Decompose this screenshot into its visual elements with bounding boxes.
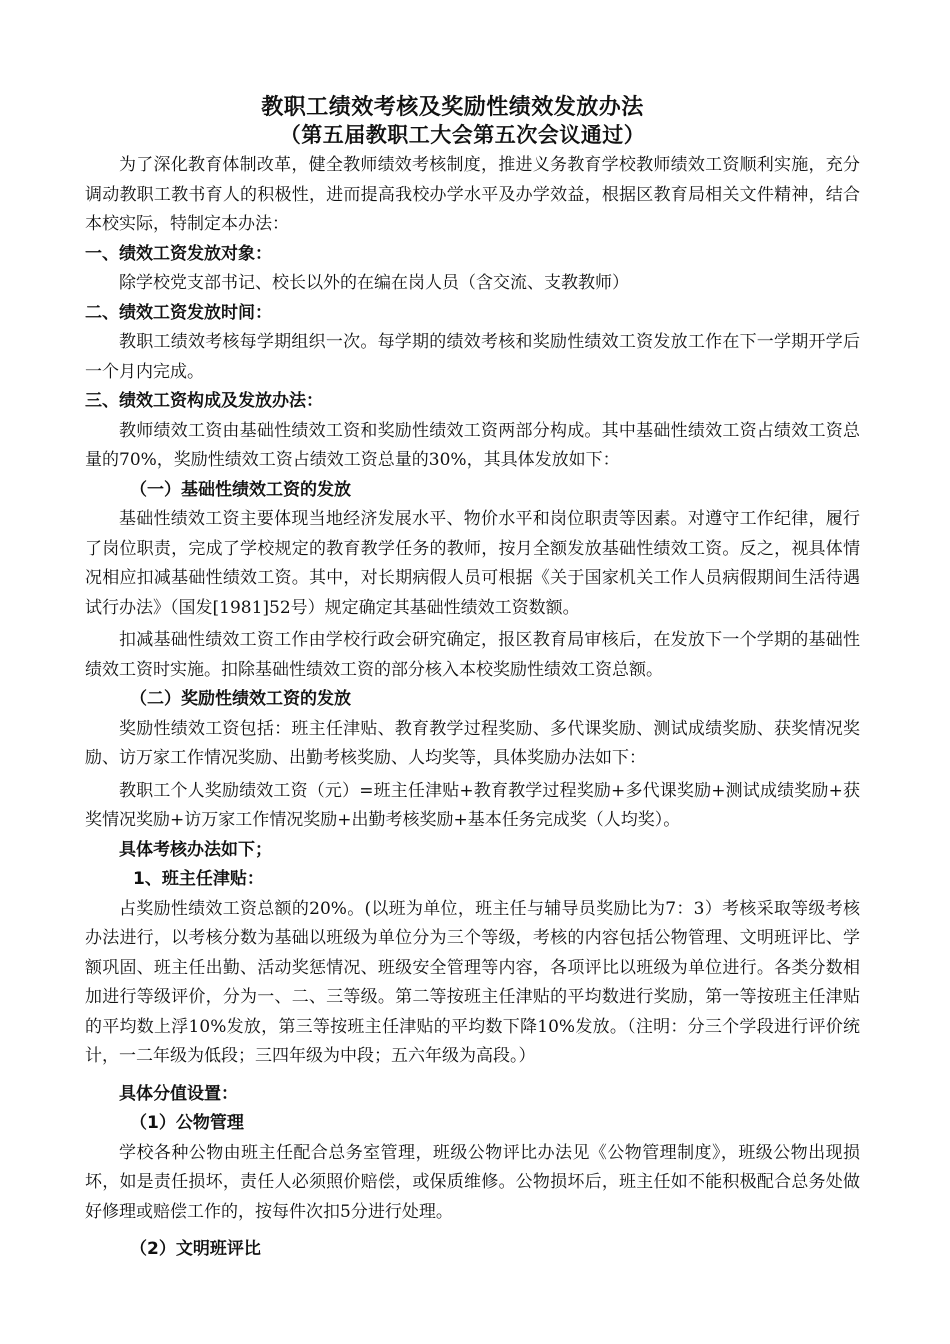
section-1-heading: 一、绩效工资发放对象： [85, 243, 272, 264]
score-2-heading: （2）文明班评比 [130, 1239, 261, 1259]
document-subtitle: （第五届教职工大会第五次会议通过） [279, 123, 646, 147]
score-heading: 具体分值设置： [119, 1083, 238, 1104]
section-1-body: 除学校党支部书记、校长以外的在编在岗人员（含交流、支教教师） [119, 273, 629, 293]
subsection-1-heading: （一）基础性绩效工资的发放 [130, 479, 351, 500]
section-3-body: 教师绩效工资由基础性绩效工资和奖励性绩效工资两部分构成。其中基础性绩效工资占绩效工资总量的70%，奖励性绩效工资占绩效工资总量的30%，其具体发放如下： [85, 420, 860, 470]
subsection-2-body-2: 教职工个人奖励绩效工资（元）=班主任津贴+教育教学过程奖励+多代课奖励+测试成绩奖励+获奖情况奖励+访万家工作情况奖励+出勤考核奖励+基本任务完成奖（人均奖）。 [85, 780, 860, 830]
method-heading: 具体考核办法如下； [119, 839, 272, 860]
score-1-heading: （1）公物管理 [130, 1113, 244, 1133]
section-3-heading: 三、绩效工资构成及发放办法： [85, 391, 323, 411]
section-2-body: 教职工绩效考核每学期组织一次。每学期的绩效考核和奖励性绩效工资发放工作在下一学期开学后一个月内完成。 [85, 332, 860, 382]
subsection-2-body-1: 奖励性绩效工资包括：班主任津贴、教育教学过程奖励、多代课奖励、测试成绩奖励、获奖情况奖励、访万家工作情况奖励、出勤考核奖励、人均奖等，具体奖励办法如下： [85, 718, 860, 768]
intro-paragraph: 为了深化教育体制改革，健全教师绩效考核制度，推进义务教育学校教师绩效工资顺利实施，充分调动教职工教书育人的积极性，进而提高我校办学水平及办学效益，根据区教育局相关文件精神，结合本校实际，特制定本办法： [85, 155, 860, 234]
document-title: 教职工绩效考核及奖励性绩效发放办法 [261, 95, 644, 120]
section-2-heading: 二、绩效工资发放时间： [85, 302, 272, 323]
subsection-2-heading: （二）奖励性绩效工资的发放 [130, 689, 351, 709]
item-1-heading: 1、班主任津贴： [133, 869, 264, 889]
document-body [85, 94, 860, 1265]
subsection-1-body-1: 基础性绩效工资主要体现当地经济发展水平、物价水平和岗位职责等因素。对遵守工作纪律，履行了岗位职责，完成了学校规定的教育教学任务的教师，按月全额发放基础性绩效工资。反之，视具体情况相应扣减基础性绩效工资。其中，对长期病假人员可根据《关于国家机关工作人员病假期间生活待遇试行办法》（国发[1981]52号）规定确定其基础性绩效工资数额。 [85, 509, 860, 618]
score-1-body: 学校各种公物由班主任配合总务室管理，班级公物评比办法见《公物管理制度》，班级公物出现损坏，如是责任损坏，责任人必须照价赔偿，或保质维修。公物损坏后，班主任如不能积极配合总务处做好修理或赔偿工作的，按每件次扣5分进行处理。 [85, 1142, 860, 1222]
subsection-1-body-2: 扣减基础性绩效工资工作由学校行政会研究确定，报区教育局审核后，在发放下一个学期的基础性绩效工资时实施。扣除基础性绩效工资的部分核入本校奖励性绩效工资总额。 [85, 630, 860, 680]
item-1-body: 占奖励性绩效工资总额的20%。(以班为单位，班主任与辅导员奖励比为7：3）考核采取等级考核办法进行，以考核分数为基础以班级为单位分为三个等级，考核的内容包括公物管理、文明班评比、学额巩固、班主任出勤、活动奖惩情况、班级安全管理等内容，各项评比以班级为单位进行。各类分数相加进行等级评价，分为一、二、三等级。第二等按班主任津贴的平均数进行奖励，第一等按班主任津贴的平均数上浮10%发放，第三等按班主任津贴的平均数下降10%发放。（注明：分三个学段进行评价统计，一二年级为低段；三四年级为中段；五六年级为高段。） [85, 898, 860, 1066]
